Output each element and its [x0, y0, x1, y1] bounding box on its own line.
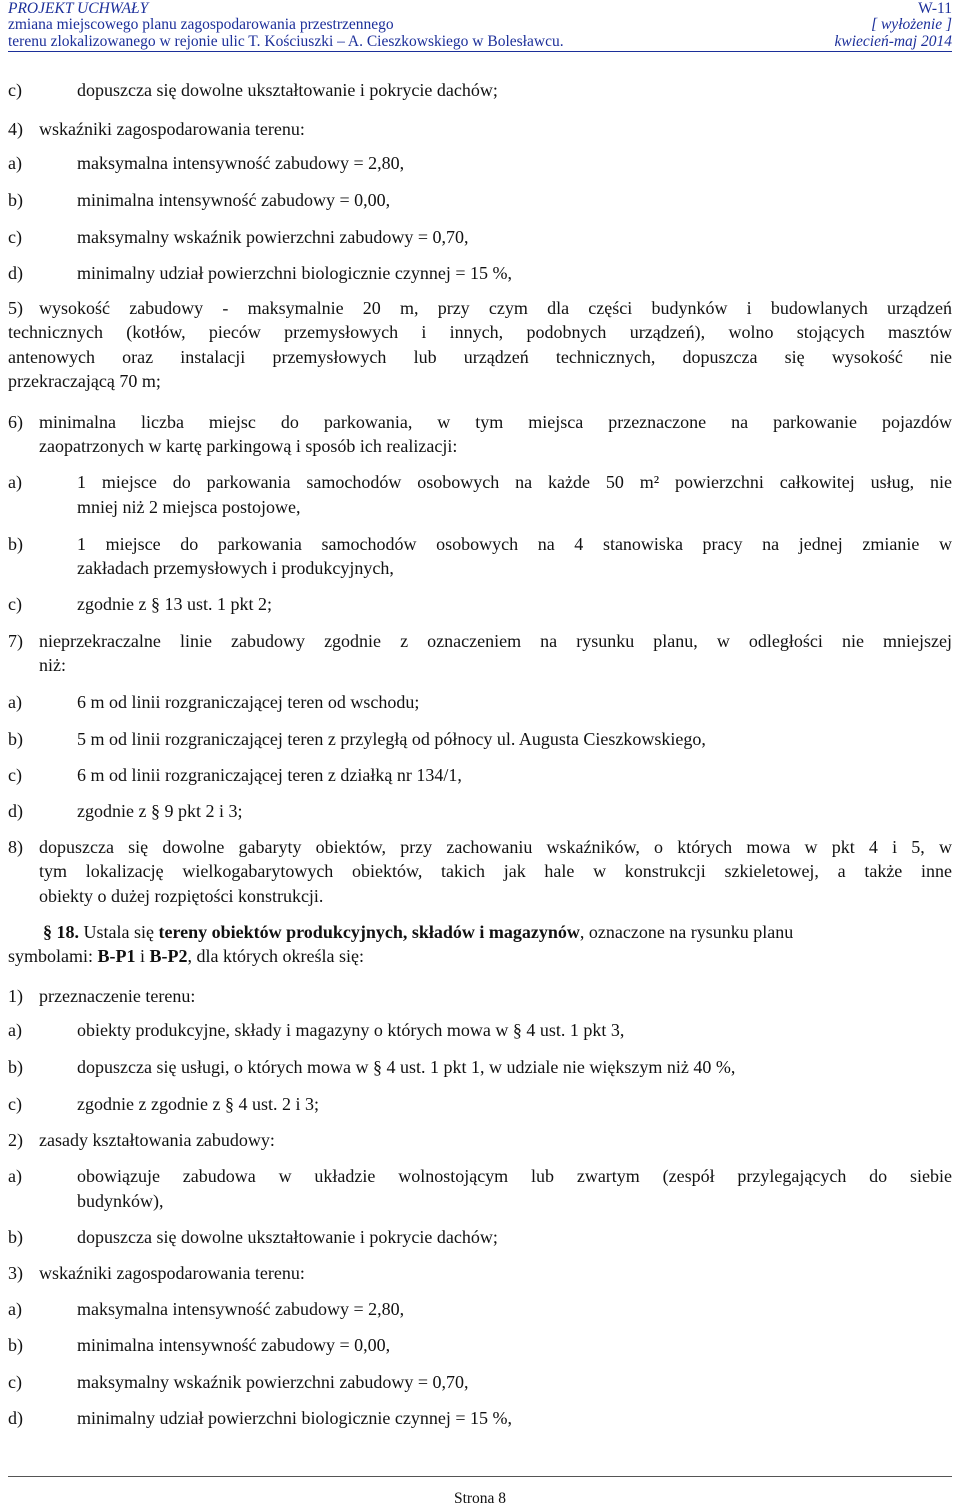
paragraph-line: zakładach przemysłowych i produkcyjnych,: [77, 558, 394, 578]
page-number: Strona 8: [453, 1490, 507, 1507]
paragraph-line: obiekty o dużej rozpiętości konstrukcji.: [39, 886, 324, 906]
header-plan-title: zmiana miejscowego planu zagospodarowania przestrzennego: [8, 16, 394, 33]
zone-symbol: B-P1: [97, 946, 136, 966]
paragraph-line: mniej niż 2 miejsca postojowe,: [77, 497, 301, 517]
paragraph-line: antenowych oraz instalacji przemysłowych lub urządzeń technicznych, dopuszcza się wysokość nie: [8, 347, 952, 367]
header-location: terenu zlokalizowanego w rejonie ulic T. Kościuszki – A. Cieszkowskiego w Bolesławcu.: [8, 33, 564, 50]
section-18-heading: § 18. Ustala się tereny obiektów produkcyjnych, składów i magazynów, oznaczone na rysunku planu: [43, 922, 794, 942]
header-document-code: W-11: [918, 0, 952, 17]
paragraph-line: zaopatrzonych w kartę parkingową i sposób ich realizacji:: [39, 436, 458, 456]
zone-name: tereny obiektów produkcyjnych, składów i magazynów: [158, 922, 580, 942]
zone-symbol: B-P2: [149, 946, 188, 966]
paragraph-line: technicznych (kotłów, pieców przemysłowych i innych, podobnych urządzeń), wolno stojących masztów: [8, 322, 952, 342]
paragraph-line: budynków),: [77, 1191, 164, 1211]
paragraph-line: tym lokalizację wielkogabarytowych obiektów, takich jak hale w konstrukcji szkieletowej, a także inne: [39, 861, 952, 881]
section-sign: §: [512, 1020, 522, 1040]
document-body: c) dopuszcza się dowolne ukształtowanie i pokrycie dachów; 4) wskaźniki zagospodarowania terenu: a) maksymalna intensywność zabudowy = 2,80, b) minimalna intensywność zabudowy = 0,00, c) maksymalny wskaźnik powierzchni zabudowy = 0,70, d) minimalny udział powierzchni biologicznie czynnej = 15 %, 5) wysokość zabudowy - maksymalnie 20 m, przy czym dla części budynków i budowlanych urządzeń technicznych (kotłów, pieców przemysłowych i innych, podobnych urządzeń), wolno stojących masztów antenowych oraz instalacji przemysłowych lub urządzeń technicznych, dopuszcza się wysokość nie przekraczającą 70 m; 6) minimalna liczba miejsc do parkowania, w tym miejsca przeznaczone na parkowanie pojazdów zaopatrzonych w kartę parkingową i sposób ich realizacji: a) 1 miejsce do parkowania samochodów osobowych na każde 50 m² powierzchni całkowitej usług, nie mniej niż 2 miejsca postojowe, b) 1 miejsce do parkowania samochodów osobowych na 4 stanowiska pracy na jednej zmianie w zakładach przemysłowych i produkcyjnych, c) zgodnie z § 13 ust. 1 pkt 2; 7) nieprzekraczalne linie zabudowy zgodnie z oznaczeniem na rysunku planu, w odległości nie mniejszej niż: a) 6 m od linii rozgraniczającej teren od wschodu; b) 5 m od linii rozgraniczającej teren z przyległą od północy ul. Augusta Cieszkowskiego, c) 6 m od linii rozgraniczającej teren z działką nr 134/1, d) zgodnie z § 9 pkt 2 i 3; 8) dopuszcza się dowolne gabaryty obiektów, przy zachowaniu wskaźników, o których mowa w pkt 4 i 5, w tym lokalizację wielkogabarytowych obiektów, takich jak hale w konstrukcji szkieletowej, a także inne obiekty o dużej rozpiętości konstrukcji. § 18. Ustala się tereny obiektów produkcyjnych, składów i magazynów, oznaczone na rysunku planu symbolami: B-P1 i B-P2, dla których określa się: 1) przeznaczenie terenu: a) obiekty produkcyjne, składy i magazyny o których mowa w § 4 ust. 1 pkt 3, b) dopuszcza się usługi, o których mowa w § 4 ust. 1 pkt 1, w udziale nie większym niż 40 %, c) zgodnie z zgodnie z § 4 ust. 2 i 3; 2) zasady kształtowania zabudowy: a) obowiązuje zabudowa w układzie wolnostojącym lub zwartym (zespół przylegających do siebie budynków), b) dopuszcza się dowolne ukształtowanie i pokrycie dachów; 3) wskaźniki zagospodarowania terenu: a) maksymalna intensywność zabudowy = 2,80, b) minimalna intensywność zabudowy = 0,00, c) maksymalny wskaźnik powierzchni zabudowy = 0,70, d) minimalny udział powierzchni biologicznie czynnej = 15 %,: [8, 80, 952, 1428]
header-project-label: PROJEKT UCHWAŁY: [8, 0, 149, 17]
section-sign: §: [150, 801, 160, 821]
section-sign: §: [372, 1057, 382, 1077]
footer-divider: [8, 1476, 952, 1477]
header-date: kwiecień-maj 2014: [834, 33, 952, 50]
section-number: 18.: [56, 922, 79, 942]
paragraph-line: przekraczającą 70 m;: [8, 371, 161, 391]
section-sign: §: [150, 594, 160, 614]
paragraph-line: symbolami: B-P1 i B-P2, dla których określa się:: [8, 946, 364, 966]
section-sign: §: [224, 1094, 234, 1114]
header-stage: [ wyłożenie ]: [871, 16, 952, 33]
paragraph-line: niż:: [39, 655, 66, 675]
section-sign: §: [43, 922, 52, 942]
